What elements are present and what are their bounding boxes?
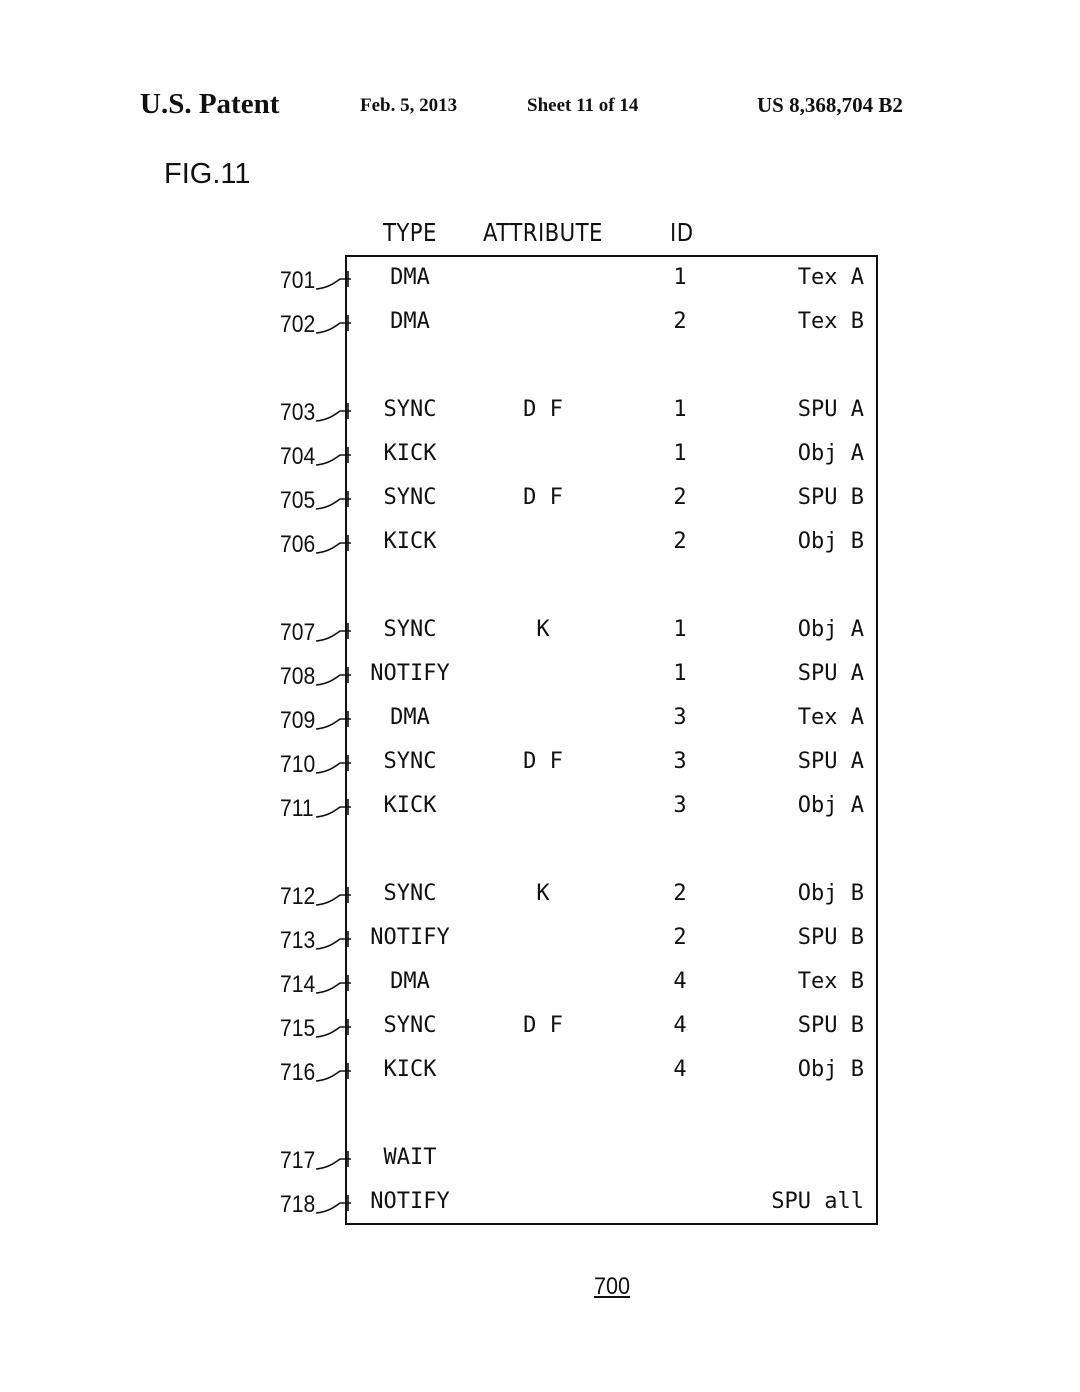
command-type: SYNC xyxy=(383,881,437,906)
command-type: SYNC xyxy=(383,617,437,642)
command-target: Tex A xyxy=(797,705,864,730)
command-id: 2 xyxy=(673,485,687,510)
command-attribute: D F xyxy=(523,397,563,422)
patent-label: U.S. Patent xyxy=(140,88,280,120)
command-id: 1 xyxy=(673,441,687,466)
command-attribute: D F xyxy=(523,1013,563,1038)
table-row xyxy=(0,615,1080,645)
reference-numeral: 709 xyxy=(280,707,316,734)
table-row xyxy=(0,1055,1080,1085)
command-attribute: K xyxy=(536,617,550,642)
command-type: NOTIFY xyxy=(370,661,450,686)
command-attribute: D F xyxy=(523,485,563,510)
table-row xyxy=(0,967,1080,997)
reference-numeral: 710 xyxy=(280,751,316,778)
command-target: SPU A xyxy=(797,749,864,774)
reference-numeral: 714 xyxy=(280,971,316,998)
command-type: KICK xyxy=(383,1057,437,1082)
command-type: NOTIFY xyxy=(370,925,450,950)
command-type: KICK xyxy=(383,441,437,466)
command-type: DMA xyxy=(390,309,430,334)
command-id: 4 xyxy=(673,969,687,994)
command-target: SPU B xyxy=(797,1013,864,1038)
command-id: 4 xyxy=(673,1057,687,1082)
command-type: NOTIFY xyxy=(370,1189,450,1214)
command-target: Tex B xyxy=(797,309,864,334)
sheet-number: Sheet 11 of 14 xyxy=(527,95,639,116)
patent-number: US 8,368,704 B2 xyxy=(757,93,903,117)
command-type: DMA xyxy=(390,969,430,994)
command-type: KICK xyxy=(383,793,437,818)
reference-numeral: 702 xyxy=(280,311,316,338)
table-row xyxy=(0,263,1080,293)
command-type: WAIT xyxy=(383,1145,437,1170)
table-row xyxy=(0,1187,1080,1217)
reference-numeral: 703 xyxy=(280,399,316,426)
command-type: KICK xyxy=(383,529,437,554)
table-row xyxy=(0,439,1080,469)
command-type: DMA xyxy=(390,265,430,290)
command-target: Obj A xyxy=(797,617,864,642)
reference-numeral: 712 xyxy=(280,883,316,910)
table-row xyxy=(0,659,1080,689)
command-target: Obj B xyxy=(797,1057,864,1082)
table-row xyxy=(0,703,1080,733)
command-id: 2 xyxy=(673,925,687,950)
command-id: 2 xyxy=(673,529,687,554)
reference-numeral: 707 xyxy=(280,619,316,646)
command-id: 1 xyxy=(673,397,687,422)
reference-numeral: 705 xyxy=(280,487,316,514)
reference-numeral: 718 xyxy=(280,1191,316,1218)
command-attribute: K xyxy=(536,881,550,906)
command-type: DMA xyxy=(390,705,430,730)
command-id: 4 xyxy=(673,1013,687,1038)
table-row xyxy=(0,747,1080,777)
command-target: Tex B xyxy=(797,969,864,994)
command-id: 2 xyxy=(673,881,687,906)
table-row xyxy=(0,483,1080,513)
command-target: SPU A xyxy=(797,661,864,686)
command-id: 1 xyxy=(673,265,687,290)
table-row xyxy=(0,1011,1080,1041)
table-row xyxy=(0,791,1080,821)
command-attribute: D F xyxy=(523,749,563,774)
table-row xyxy=(0,923,1080,953)
table-row xyxy=(0,395,1080,425)
command-id: 1 xyxy=(673,617,687,642)
column-header-attribute: ATTRIBUTE xyxy=(483,218,603,247)
table-row xyxy=(0,527,1080,557)
command-target: Tex A xyxy=(797,265,864,290)
patent-date: Feb. 5, 2013 xyxy=(360,95,458,116)
reference-numeral: 711 xyxy=(280,795,314,822)
reference-numeral: 715 xyxy=(280,1015,316,1042)
reference-numeral: 708 xyxy=(280,663,316,690)
column-header-id: ID xyxy=(670,218,694,247)
figure-caption: 700 xyxy=(594,1273,631,1300)
command-id: 1 xyxy=(673,661,687,686)
command-target: Obj B xyxy=(797,529,864,554)
table-row xyxy=(0,307,1080,337)
command-target: Obj A xyxy=(797,793,864,818)
command-id: 3 xyxy=(673,793,687,818)
command-target: Obj A xyxy=(797,441,864,466)
reference-numeral: 706 xyxy=(280,531,316,558)
table-row xyxy=(0,879,1080,909)
command-type: SYNC xyxy=(383,1013,437,1038)
command-id: 2 xyxy=(673,309,687,334)
command-target: Obj B xyxy=(797,881,864,906)
command-target: SPU B xyxy=(797,485,864,510)
command-id: 3 xyxy=(673,749,687,774)
command-type: SYNC xyxy=(383,397,437,422)
command-target: SPU A xyxy=(797,397,864,422)
column-header-type: TYPE xyxy=(383,218,437,247)
reference-numeral: 704 xyxy=(280,443,316,470)
command-type: SYNC xyxy=(383,749,437,774)
reference-numeral: 713 xyxy=(280,927,316,954)
figure-label: FIG.11 xyxy=(164,158,251,190)
reference-numeral: 717 xyxy=(280,1147,316,1174)
reference-numeral: 716 xyxy=(280,1059,316,1086)
command-target: SPU B xyxy=(797,925,864,950)
table-row xyxy=(0,1143,1080,1173)
command-type: SYNC xyxy=(383,485,437,510)
reference-numeral: 701 xyxy=(280,267,316,294)
command-target: SPU all xyxy=(771,1189,864,1214)
command-id: 3 xyxy=(673,705,687,730)
